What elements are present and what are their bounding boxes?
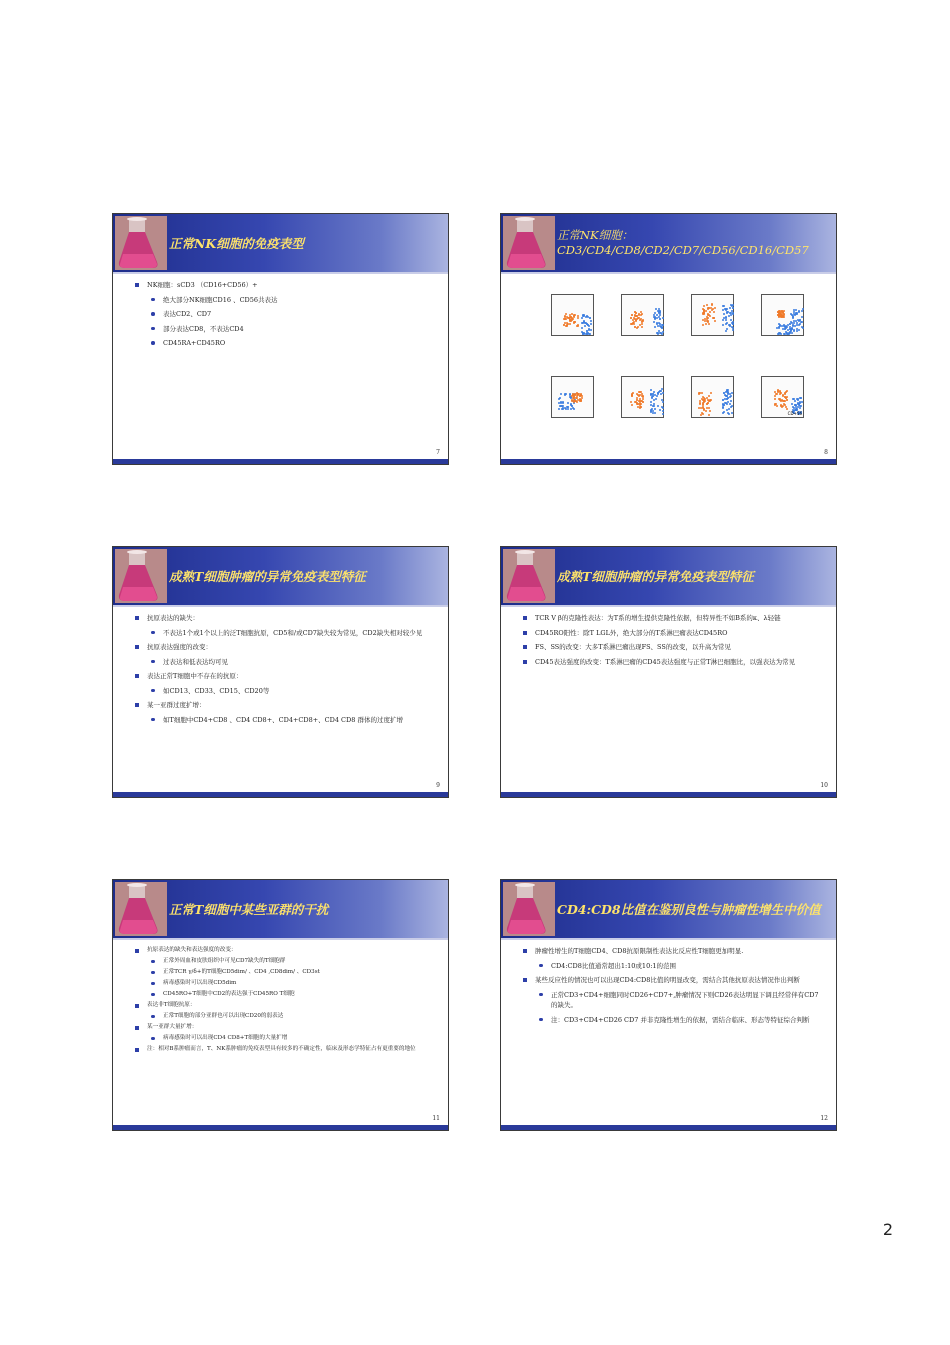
event-dot — [708, 407, 710, 409]
event-dot — [779, 393, 781, 395]
event-dot — [722, 406, 724, 408]
event-dot — [729, 312, 731, 314]
event-dot — [636, 397, 638, 399]
list-item: 肿瘤性增生的T细胞CD4、CD8抗原限制性表达比反应性T细胞更加明显. — [523, 946, 824, 957]
event-dot — [652, 395, 654, 397]
event-dot — [776, 405, 778, 407]
list-item: 表达正常T细胞中不存在的抗原： — [135, 671, 436, 682]
event-dot — [792, 406, 794, 408]
event-dot — [567, 408, 569, 410]
flask-icon — [115, 216, 167, 270]
slide-title: 正常T细胞中某些亚群的干扰 — [169, 901, 329, 917]
footer-bar — [501, 792, 836, 797]
event-dot — [786, 326, 788, 328]
event-dot — [588, 325, 590, 327]
plot-area — [551, 376, 594, 418]
slide-title — [557, 214, 830, 272]
event-dot — [657, 392, 659, 394]
event-dot — [732, 313, 734, 315]
event-dot — [728, 315, 730, 317]
event-dot — [706, 403, 708, 405]
list-item: TCR V β的克隆性表达：为T系的增生提供克隆性依据，但特异性不如B系的κ、λ轻链 — [523, 613, 824, 624]
list-item: 抗原表达的缺失： — [135, 613, 436, 624]
flask-icon — [503, 216, 555, 270]
event-dot — [662, 317, 664, 319]
event-dot — [573, 408, 575, 410]
event-dot — [639, 394, 641, 396]
event-dot — [653, 405, 655, 407]
event-dot — [726, 328, 728, 330]
event-dot — [659, 409, 661, 411]
event-dot — [784, 333, 786, 335]
event-dot — [660, 390, 662, 392]
event-dot — [639, 407, 641, 409]
event-dot — [708, 414, 710, 416]
event-dot — [699, 403, 701, 405]
event-dot — [774, 398, 776, 400]
event-dot — [577, 399, 579, 401]
event-dot — [653, 321, 655, 323]
event-dot — [581, 395, 583, 397]
list-item: 病毒感染时可以出现CD5dim — [135, 979, 436, 988]
event-dot — [799, 407, 801, 409]
scatter-plot — [541, 286, 596, 346]
event-dot — [705, 323, 707, 325]
slide-title-line-1: 正常NK细胞： — [557, 228, 634, 242]
event-dot — [560, 393, 562, 395]
list-item: 注：CD3+CD4+CD26 CD7 并非克隆性增生的依据，需结合临床、形态等特征综合判断 — [523, 1015, 824, 1026]
event-dot — [659, 318, 661, 320]
list-item: 过表达和低表达均可见 — [135, 657, 436, 668]
list-item: 某一亚群大量扩增： — [135, 1023, 436, 1032]
scatter-plot — [611, 368, 666, 428]
slide-content — [523, 613, 824, 671]
event-dot — [722, 324, 724, 326]
list-item: CD45表达强度的改变：T系淋巴瘤的CD45表达强度与正常T淋巴细胞比，以强表达为常见 — [523, 657, 824, 668]
slide-11 — [112, 879, 449, 1131]
event-dot — [793, 322, 795, 324]
list-item: 某些反应性的情况也可以出现CD4:CD8比值的明显改变，需结合其他抗原表达情况作出判断 — [523, 975, 824, 986]
list-item: 正常TCR γ/δ+的T细胞CD5dim/ 、CD4 ,CD8dim/ 、CD3st — [135, 968, 436, 977]
footer-bar — [113, 792, 448, 797]
event-dot — [659, 312, 661, 314]
slide-title: CD4:CD8比值在鉴别良性与肿瘤性增生中价值 — [557, 901, 821, 917]
slide-title-line-2: CD3/CD4/CD8/CD2/CD7/CD56/CD16/CD57 — [557, 243, 809, 257]
event-dot — [713, 311, 715, 313]
event-dot — [714, 320, 716, 322]
event-dot — [794, 404, 796, 406]
event-dot — [774, 395, 776, 397]
event-dot — [797, 406, 799, 408]
event-dot — [661, 333, 663, 335]
event-dot — [709, 315, 711, 317]
slide-content — [135, 280, 436, 353]
event-dot — [705, 410, 707, 412]
event-dot — [788, 333, 790, 335]
event-dot — [713, 317, 715, 319]
event-dot — [703, 312, 705, 314]
list-item: NK细胞：sCD3 （CD16+CD56）+ — [135, 280, 436, 291]
footer-bar — [501, 1125, 836, 1130]
event-dot — [631, 395, 633, 397]
event-dot — [700, 407, 702, 409]
event-dot — [577, 324, 579, 326]
event-dot — [725, 317, 727, 319]
event-dot — [641, 326, 643, 328]
footer-bar — [501, 459, 836, 464]
event-dot — [782, 400, 784, 402]
list-item: CD4:CD8比值通常超出1:10或10:1的范围 — [523, 961, 824, 972]
list-item: 部分表达CD8，不表达CD4 — [135, 324, 436, 335]
event-dot — [660, 393, 662, 395]
event-dot — [725, 319, 727, 321]
event-dot — [707, 320, 709, 322]
event-dot — [662, 392, 664, 394]
event-dot — [708, 400, 710, 402]
event-dot — [654, 326, 656, 328]
event-dot — [800, 397, 802, 399]
event-dot — [709, 410, 711, 412]
event-dot — [584, 325, 586, 327]
event-dot — [722, 319, 724, 321]
event-dot — [706, 407, 708, 409]
slide-9 — [112, 546, 449, 798]
event-dot — [650, 401, 652, 403]
event-dot — [630, 401, 632, 403]
event-dot — [725, 330, 727, 332]
event-dot — [565, 393, 567, 395]
event-dot — [785, 397, 787, 399]
event-dot — [633, 317, 635, 319]
event-dot — [723, 313, 725, 315]
event-dot — [585, 316, 587, 318]
event-dot — [653, 399, 655, 401]
event-dot — [731, 405, 733, 407]
event-dot — [731, 392, 733, 394]
event-dot — [659, 332, 661, 334]
slide-header — [113, 547, 448, 607]
slide-header — [501, 880, 836, 940]
list-item: 抗原表达的缺失和表达强度的改变： — [135, 946, 436, 955]
event-dot — [641, 313, 643, 315]
event-dot — [784, 328, 786, 330]
event-dot — [563, 318, 565, 320]
event-dot — [704, 320, 706, 322]
event-dot — [802, 308, 804, 310]
event-dot — [652, 393, 654, 395]
event-dot — [662, 410, 664, 412]
event-dot — [711, 304, 713, 306]
event-dot — [732, 323, 734, 325]
event-dot — [656, 322, 658, 324]
event-dot — [801, 321, 803, 323]
event-dot — [777, 333, 779, 335]
event-dot — [567, 406, 569, 408]
plot-area — [551, 294, 594, 336]
slide-content — [135, 946, 436, 1056]
event-dot — [700, 414, 702, 416]
event-dot — [650, 410, 652, 412]
event-dot — [702, 324, 704, 326]
list-item: 正常外周血和皮肤组织中可见CD7缺失的T细胞群 — [135, 957, 436, 966]
slide-header — [113, 880, 448, 940]
event-dot — [635, 320, 637, 322]
event-dot — [571, 405, 573, 407]
scatter-plot — [751, 286, 806, 346]
event-dot — [714, 307, 716, 309]
scatter-plot — [541, 368, 596, 428]
slide-number: 11 — [432, 1115, 440, 1122]
event-dot — [726, 409, 728, 411]
event-dot — [793, 311, 795, 313]
event-dot — [801, 401, 803, 403]
slide-number: 8 — [824, 449, 828, 456]
event-dot — [728, 408, 730, 410]
slide-7 — [112, 213, 449, 465]
slide-content — [135, 613, 436, 729]
event-dot — [661, 388, 663, 390]
event-dot — [657, 405, 659, 407]
list-item: 不表达1个或1个以上的泛T细胞抗原，CD5和/或CD7缺失较为常见，CD2缺失相对较少见 — [135, 628, 436, 639]
event-dot — [798, 329, 800, 331]
event-dot — [732, 307, 734, 309]
list-item: 某一亚群过度扩增： — [135, 700, 436, 711]
flask-icon — [503, 882, 555, 936]
event-dot — [705, 310, 707, 312]
event-dot — [779, 391, 781, 393]
event-dot — [655, 398, 657, 400]
event-dot — [731, 412, 733, 414]
list-item: CD45RO+T细胞中CD2的表达强于CD45RO T细胞 — [135, 990, 436, 999]
plot-area — [691, 376, 734, 418]
event-dot — [791, 332, 793, 334]
event-dot — [703, 305, 705, 307]
event-dot — [567, 402, 569, 404]
event-dot — [650, 394, 652, 396]
flow-cytometry-plots — [541, 286, 811, 446]
event-dot — [708, 395, 710, 397]
slide-content — [523, 946, 824, 1029]
slide-number: 10 — [820, 782, 828, 789]
event-dot — [636, 393, 638, 395]
slide-header — [501, 547, 836, 607]
event-dot — [732, 304, 734, 306]
list-item: 正常T细胞的部分亚群也可以出现CD20的弱表达 — [135, 1012, 436, 1021]
list-item: 注：相对B系肿瘤而言，T、NK系肿瘤的免疫表型具有较多的不确定性，临床及形态学特征占有更重要的地位 — [135, 1045, 436, 1054]
event-dot — [572, 318, 574, 320]
plot-area — [621, 376, 664, 418]
event-dot — [702, 406, 704, 408]
scatter-plot — [681, 368, 736, 428]
event-dot — [573, 397, 575, 399]
event-dot — [732, 329, 734, 331]
event-dot — [581, 327, 583, 329]
list-item: 如T细胞中CD4+CD8 、CD4 CD8+、CD4+CD8+、CD4 CD8 群体的过度扩增 — [135, 715, 436, 726]
event-dot — [726, 308, 728, 310]
event-dot — [782, 312, 784, 314]
event-dot — [784, 392, 786, 394]
event-dot — [793, 330, 795, 332]
slide-header — [501, 214, 836, 274]
event-dot — [581, 317, 583, 319]
flask-icon — [503, 549, 555, 603]
slide-10 — [500, 546, 837, 798]
event-dot — [706, 397, 708, 399]
event-dot — [795, 309, 797, 311]
list-item: 正常CD3+CD4+细胞同时CD26+CD7+,肿瘤情况下则CD26表达明显下调且经常伴有CD7的缺失。 — [523, 990, 824, 1011]
flask-icon — [115, 882, 167, 936]
slide-number: 9 — [436, 782, 440, 789]
event-dot — [709, 311, 711, 313]
event-dot — [782, 315, 784, 317]
page-number: 2 — [882, 1220, 893, 1239]
event-dot — [786, 408, 788, 410]
event-dot — [573, 322, 575, 324]
list-item: 表达非T细胞抗原： — [135, 1001, 436, 1010]
event-dot — [587, 316, 589, 318]
event-dot — [708, 323, 710, 325]
event-dot — [699, 400, 701, 402]
event-dot — [589, 333, 591, 335]
list-item: CD45RO阳性：除T LGL外，绝大部分的T系淋巴瘤表达CD45RO — [523, 628, 824, 639]
scatter-plot — [611, 286, 666, 346]
event-dot — [662, 401, 664, 403]
event-dot — [706, 304, 708, 306]
event-dot — [640, 403, 642, 405]
event-dot — [650, 389, 652, 391]
event-dot — [778, 323, 780, 325]
list-item: CD45RA+CD45RO — [135, 338, 436, 349]
event-dot — [571, 313, 573, 315]
event-dot — [730, 395, 732, 397]
event-dot — [798, 324, 800, 326]
slide-title: 成熟T细胞肿瘤的异常免疫表型特征 — [169, 568, 366, 584]
slide-8 — [500, 213, 837, 465]
footer-bar — [113, 1125, 448, 1130]
event-dot — [801, 316, 803, 318]
footer-bar — [113, 459, 448, 464]
list-item: 绝大部分NK细胞CD16 、CD56共表达 — [135, 295, 436, 306]
list-item: 抗原表达强度的改变： — [135, 642, 436, 653]
event-dot — [730, 400, 732, 402]
event-dot — [589, 317, 591, 319]
event-dot — [566, 325, 568, 327]
event-dot — [642, 401, 644, 403]
event-dot — [801, 310, 803, 312]
slide-number: 12 — [820, 1115, 828, 1122]
event-dot — [656, 395, 658, 397]
list-item: FS、SS的改变：大多T系淋巴瘤出现FS、SS的改变，以升高为常见 — [523, 642, 824, 653]
event-dot — [569, 323, 571, 325]
event-dot — [564, 407, 566, 409]
event-dot — [631, 404, 633, 406]
slide-12 — [500, 879, 837, 1131]
plot-area — [691, 294, 734, 336]
event-dot — [641, 395, 643, 397]
event-dot — [725, 402, 727, 404]
scatter-plot — [751, 368, 806, 428]
event-dot — [776, 393, 778, 395]
event-dot — [574, 393, 576, 395]
event-dot — [574, 314, 576, 316]
event-dot — [577, 317, 579, 319]
event-dot — [570, 408, 572, 410]
event-dot — [652, 412, 654, 414]
list-item: 病毒感染时可以出现CD4 CD8+T细胞的大量扩增 — [135, 1034, 436, 1043]
event-dot — [586, 330, 588, 332]
event-dot — [590, 329, 592, 331]
event-dot — [659, 314, 661, 316]
plot-label: CD+56 — [787, 411, 802, 416]
event-dot — [640, 318, 642, 320]
event-dot — [778, 327, 780, 329]
event-dot — [590, 320, 592, 322]
event-dot — [726, 311, 728, 313]
event-dot — [722, 305, 724, 307]
event-dot — [786, 399, 788, 401]
event-dot — [590, 323, 592, 325]
event-dot — [654, 408, 656, 410]
event-dot — [781, 310, 783, 312]
flask-icon — [115, 549, 167, 603]
event-dot — [706, 316, 708, 318]
scatter-plot — [681, 286, 736, 346]
event-dot — [558, 398, 560, 400]
event-dot — [727, 412, 729, 414]
plot-area — [621, 294, 664, 336]
slide-title: 成熟T细胞肿瘤的异常免疫表型特征 — [557, 568, 754, 584]
event-dot — [634, 314, 636, 316]
event-dot — [701, 392, 703, 394]
event-dot — [710, 392, 712, 394]
slide-header — [113, 214, 448, 274]
event-dot — [662, 413, 664, 415]
event-dot — [729, 325, 731, 327]
slide-title: 正常NK细胞的免疫表型 — [169, 235, 304, 251]
list-item: 表达CD2、CD7 — [135, 309, 436, 320]
plot-area — [761, 294, 804, 336]
event-dot — [702, 404, 704, 406]
event-dot — [580, 400, 582, 402]
slide-number: 7 — [436, 449, 440, 456]
event-dot — [702, 396, 704, 398]
list-item: 如CD13、CD33、CD15、CD20等 — [135, 686, 436, 697]
